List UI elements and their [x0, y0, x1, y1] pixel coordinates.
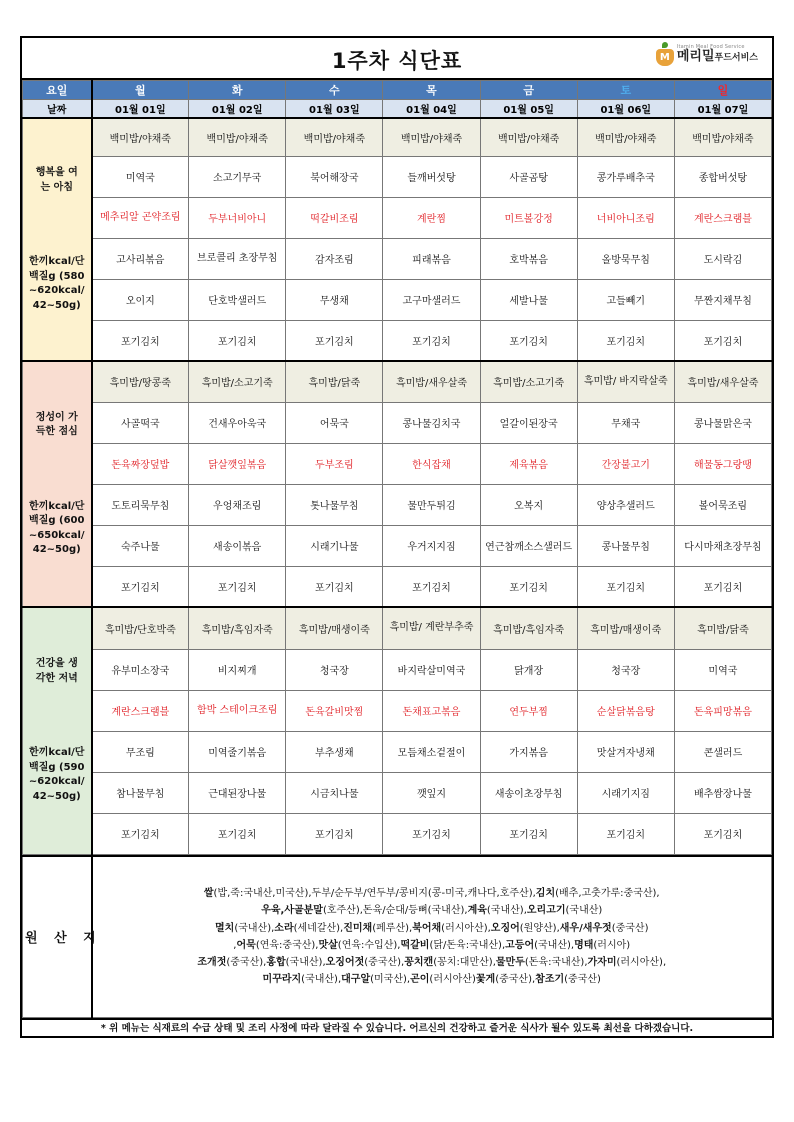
date-3: 01월 03일: [286, 100, 383, 119]
menu-cell: 세발나물: [480, 279, 577, 320]
menu-cell: 단호박샐러드: [189, 279, 286, 320]
menu-cell: 포기김치: [286, 320, 383, 361]
menu-cell: 들깨버섯탕: [383, 156, 480, 197]
weekday-4: 목: [383, 81, 480, 100]
menu-row: [23, 731, 772, 772]
menu-cell: 포기김치: [92, 566, 189, 607]
menu-cell: 포기김치: [189, 320, 286, 361]
menu-cell: 해물동그랑땡: [674, 443, 771, 484]
menu-cell: 미역국: [674, 649, 771, 690]
date-label: 날짜: [23, 100, 92, 119]
menu-cell: 계란스크램블: [674, 197, 771, 238]
menu-cell: 포기김치: [92, 813, 189, 854]
footer-note: * 위 메뉴는 식재료의 수급 상태 및 조리 사정에 따라 달라질 수 있습니다. 어르신의 건강하고 즐거운 식사가 될수 있도록 최선을 다하겠습니다.: [22, 1018, 772, 1036]
menu-cell: 청국장: [286, 649, 383, 690]
menu-cell: 흑미밥/땅콩죽: [92, 361, 189, 402]
weekday-header-row: [23, 81, 772, 100]
menu-cell: 시래기나물: [286, 525, 383, 566]
menu-cell: 호박볶음: [480, 238, 577, 279]
menu-cell: 돈육피망볶음: [674, 690, 771, 731]
menu-cell: 포기김치: [383, 566, 480, 607]
logo-name: 메리밀: [676, 49, 715, 64]
menu-cell: 흑미밥/닭죽: [286, 361, 383, 402]
menu-row: [23, 690, 772, 731]
menu-cell: 우거지지짐: [383, 525, 480, 566]
menu-cell: 돈육짜장덮밥: [92, 443, 189, 484]
menu-cell: 포기김치: [480, 320, 577, 361]
menu-cell: 순살닭볶음탕: [577, 690, 674, 731]
menu-cell: 소고기무국: [189, 156, 286, 197]
meal-category-bf: [23, 118, 92, 361]
meal-category-dn: [23, 607, 92, 854]
menu-cell: 포기김치: [189, 566, 286, 607]
menu-row: [23, 402, 772, 443]
date-1: 01월 01일: [92, 100, 189, 119]
menu-cell: 고들빼기: [577, 279, 674, 320]
menu-cell: 닭살깻잎볶음: [189, 443, 286, 484]
menu-cell: 포기김치: [674, 813, 771, 854]
menu-cell: 숙주나물: [92, 525, 189, 566]
page-title: 1주차 식단표: [331, 49, 463, 73]
menu-cell: 부추생채: [286, 731, 383, 772]
menu-cell: 무짠지채무침: [674, 279, 771, 320]
meal-name: 정성이 가득한 점심: [35, 411, 78, 437]
logo-mark-icon: M: [656, 42, 674, 66]
origin-label: 원 산 지: [23, 856, 92, 1018]
menu-cell: 참나물무침: [92, 772, 189, 813]
menu-cell: 연두부찜: [480, 690, 577, 731]
menu-cell: 흑미밥/소고기죽: [480, 361, 577, 402]
menu-cell: 흑미밥/매생이죽: [577, 607, 674, 649]
menu-cell: 백미밥/야채죽: [286, 118, 383, 156]
menu-cell: 흑미밥/흑임자죽: [480, 607, 577, 649]
menu-cell: 흑미밥/새우살죽: [674, 361, 771, 402]
menu-cell: 물만두튀김: [383, 484, 480, 525]
date-2: 01월 02일: [189, 100, 286, 119]
menu-cell: 포기김치: [577, 813, 674, 854]
weekday-label: 요일: [23, 81, 92, 100]
menu-row: [23, 118, 772, 156]
origin-line: ,어묵(연육:중국산),맛살(연육:수입산),떡갈비(닭/돈육:국내산),고등어(국내산),명태(러시아): [233, 939, 631, 951]
menu-cell: 무생채: [286, 279, 383, 320]
menu-cell: 우엉채조림: [189, 484, 286, 525]
menu-cell: 건새우아욱국: [189, 402, 286, 443]
menu-row: [23, 607, 772, 649]
menu-cell: 닭개장: [480, 649, 577, 690]
menu-row: [23, 813, 772, 854]
menu-cell: 돈채표고볶음: [383, 690, 480, 731]
menu-cell: 비지찌개: [189, 649, 286, 690]
menu-row: [23, 443, 772, 484]
menu-cell: 콩나물무침: [577, 525, 674, 566]
date-4: 01월 04일: [383, 100, 480, 119]
menu-row: [23, 279, 772, 320]
menu-row: [23, 197, 772, 238]
menu-cell: 무조림: [92, 731, 189, 772]
menu-cell: 새송이초장무침: [480, 772, 577, 813]
menu-cell: 포기김치: [286, 566, 383, 607]
menu-cell: 다시마채초장무침: [674, 525, 771, 566]
date-row: [23, 100, 772, 119]
menu-cell: 어묵국: [286, 402, 383, 443]
meal-name: 건강을 생각한 저녁: [35, 658, 78, 684]
menu-cell: 돈육갈비맛찜: [286, 690, 383, 731]
menu-cell: 시금치나물: [286, 772, 383, 813]
origin-table: [22, 855, 772, 1019]
origin-line: 멸치(국내산),소라(세네갈산),진미채(페루산),북어채(러시아산),오징어(원양산),새우/새우젓(중국산): [214, 922, 649, 934]
menu-cell: 오이지: [92, 279, 189, 320]
menu-cell: 연근참깨소스샐러드: [480, 525, 577, 566]
meal-name: 행복을 여는 아침: [35, 167, 78, 193]
menu-cell: 유부미소장국: [92, 649, 189, 690]
menu-row: [23, 238, 772, 279]
menu-cell: 두부조림: [286, 443, 383, 484]
menu-cell: 흑미밥/흑임자죽: [189, 607, 286, 649]
menu-cell: 포기김치: [286, 813, 383, 854]
origin-line: 쌀(밥,죽:국내산,미국산),두부/순두부/연두부/콩비지(콩-미국,캐나다,호주산),김치(배추,고춧가루:중국산),: [203, 888, 660, 900]
weekday-7: 일: [674, 81, 771, 100]
menu-cell: 제육볶음: [480, 443, 577, 484]
menu-cell: 무채국: [577, 402, 674, 443]
menu-cell: 포기김치: [189, 813, 286, 854]
origin-line: 우육,사골분말(호주산),돈육/순대/등뼈(국내산),계육(국내산),오리고기(국내산): [261, 905, 603, 917]
menu-row: [23, 566, 772, 607]
menu-cell: 오복지: [480, 484, 577, 525]
menu-cell: 콩가루배추국: [577, 156, 674, 197]
menu-cell: 포기김치: [383, 320, 480, 361]
origin-info: [92, 856, 772, 1018]
menu-cell: 올방묵무침: [577, 238, 674, 279]
meal-calorie: 한끼kcal/단백질g (580~620kcal/42~50g): [28, 256, 85, 311]
menu-cell: 미역줄기볶음: [189, 731, 286, 772]
menu-row: [23, 772, 772, 813]
menu-row: [23, 525, 772, 566]
menu-cell: 백미밥/야채죽: [92, 118, 189, 156]
menu-cell: 포기김치: [674, 320, 771, 361]
menu-cell: 사골떡국: [92, 402, 189, 443]
menu-cell: 포기김치: [577, 566, 674, 607]
menu-cell: 백미밥/야채죽: [480, 118, 577, 156]
logo-sub: 푸드서비스: [714, 53, 758, 63]
menu-cell: 미역국: [92, 156, 189, 197]
menu-cell: 깻잎지: [383, 772, 480, 813]
menu-cell: 시래기지짐: [577, 772, 674, 813]
weekday-5: 금: [480, 81, 577, 100]
menu-row: [23, 361, 772, 402]
menu-cell: 고사리볶음: [92, 238, 189, 279]
menu-cell: 백미밥/야채죽: [383, 118, 480, 156]
menu-cell: 한식잡채: [383, 443, 480, 484]
weekday-3: 수: [286, 81, 383, 100]
menu-table: [22, 80, 772, 855]
menu-row: [23, 649, 772, 690]
menu-cell: 얼갈이된장국: [480, 402, 577, 443]
menu-cell: 배추쌈장나물: [674, 772, 771, 813]
menu-cell: 사골곰탕: [480, 156, 577, 197]
menu-row: [23, 484, 772, 525]
menu-cell: 바지락살미역국: [383, 649, 480, 690]
menu-cell: 콩나물맑은국: [674, 402, 771, 443]
menu-cell: 도시락김: [674, 238, 771, 279]
menu-cell: 브로콜리 초장무침: [189, 238, 286, 279]
title-row: [22, 38, 772, 80]
menu-cell: 흑미밥/단호박죽: [92, 607, 189, 649]
menu-cell: 미트볼강정: [480, 197, 577, 238]
menu-cell: 피래볶음: [383, 238, 480, 279]
weekday-2: 화: [189, 81, 286, 100]
weekday-1: 월: [92, 81, 189, 100]
menu-cell: 모듬채소겉절이: [383, 731, 480, 772]
menu-cell: 톳나물무침: [286, 484, 383, 525]
menu-cell: 포기김치: [577, 320, 674, 361]
menu-cell: 고구마샐러드: [383, 279, 480, 320]
menu-cell: 감자조림: [286, 238, 383, 279]
date-5: 01월 05일: [480, 100, 577, 119]
menu-cell: 새송이볶음: [189, 525, 286, 566]
menu-cell: 종합버섯탕: [674, 156, 771, 197]
origin-line: 조개젓(중국산),홍합(국내산),오징어젓(중국산),꽁치캔(꽁치:대만산),물만두(돈육:국내산),가자미(러시아산),: [197, 956, 667, 968]
menu-cell: 콩나물김치국: [383, 402, 480, 443]
meal-calorie: 한끼kcal/단백질g (590~620kcal/42~50g): [28, 747, 85, 802]
meal-category-ln: [23, 361, 92, 607]
menu-cell: 흑미밥/닭죽: [674, 607, 771, 649]
menu-cell: 흑미밥/ 바지락살죽: [577, 361, 674, 402]
menu-row: [23, 156, 772, 197]
meal-calorie: 한끼kcal/단백질g (600~650kcal/42~50g): [28, 500, 85, 555]
menu-sheet: [20, 36, 774, 1038]
menu-cell: 함박 스테이크조림: [189, 690, 286, 731]
menu-cell: 포기김치: [480, 813, 577, 854]
weekday-6: 토: [577, 81, 674, 100]
menu-cell: 포기김치: [383, 813, 480, 854]
menu-cell: 가지볶음: [480, 731, 577, 772]
menu-cell: 포기김치: [92, 320, 189, 361]
menu-cell: 계란찜: [383, 197, 480, 238]
menu-cell: 백미밥/야채죽: [674, 118, 771, 156]
menu-cell: 백미밥/야채죽: [189, 118, 286, 156]
menu-cell: 두부너비아니: [189, 197, 286, 238]
menu-cell: 흑미밥/ 계란부추죽: [383, 607, 480, 649]
date-7: 01월 07일: [674, 100, 771, 119]
menu-cell: 북어해장국: [286, 156, 383, 197]
menu-cell: 계란스크램블: [92, 690, 189, 731]
menu-cell: 흑미밥/소고기죽: [189, 361, 286, 402]
menu-cell: 콘샐러드: [674, 731, 771, 772]
logo-tagline: Itamin Meal Food Service: [676, 44, 745, 50]
menu-cell: 떡갈비조림: [286, 197, 383, 238]
menu-cell: 포기김치: [480, 566, 577, 607]
origin-line: 미꾸라지(국내산),대구알(미국산),곤이(러시아산)꽃게(중국산),참조기(중국산): [262, 974, 601, 986]
menu-cell: 양상추샐러드: [577, 484, 674, 525]
menu-cell: 근대된장나물: [189, 772, 286, 813]
menu-cell: 백미밥/야채죽: [577, 118, 674, 156]
menu-cell: 볼어묵조림: [674, 484, 771, 525]
menu-cell: 메추리알 곤약조림: [92, 197, 189, 238]
menu-cell: 맛살겨자냉채: [577, 731, 674, 772]
menu-cell: 도토리묵무침: [92, 484, 189, 525]
menu-cell: 포기김치: [674, 566, 771, 607]
menu-cell: 흑미밥/매생이죽: [286, 607, 383, 649]
menu-cell: 간장불고기: [577, 443, 674, 484]
company-logo: [656, 42, 758, 66]
menu-row: [23, 320, 772, 361]
menu-cell: 너비아니조림: [577, 197, 674, 238]
date-6: 01월 06일: [577, 100, 674, 119]
menu-cell: 흑미밥/새우살죽: [383, 361, 480, 402]
menu-cell: 청국장: [577, 649, 674, 690]
